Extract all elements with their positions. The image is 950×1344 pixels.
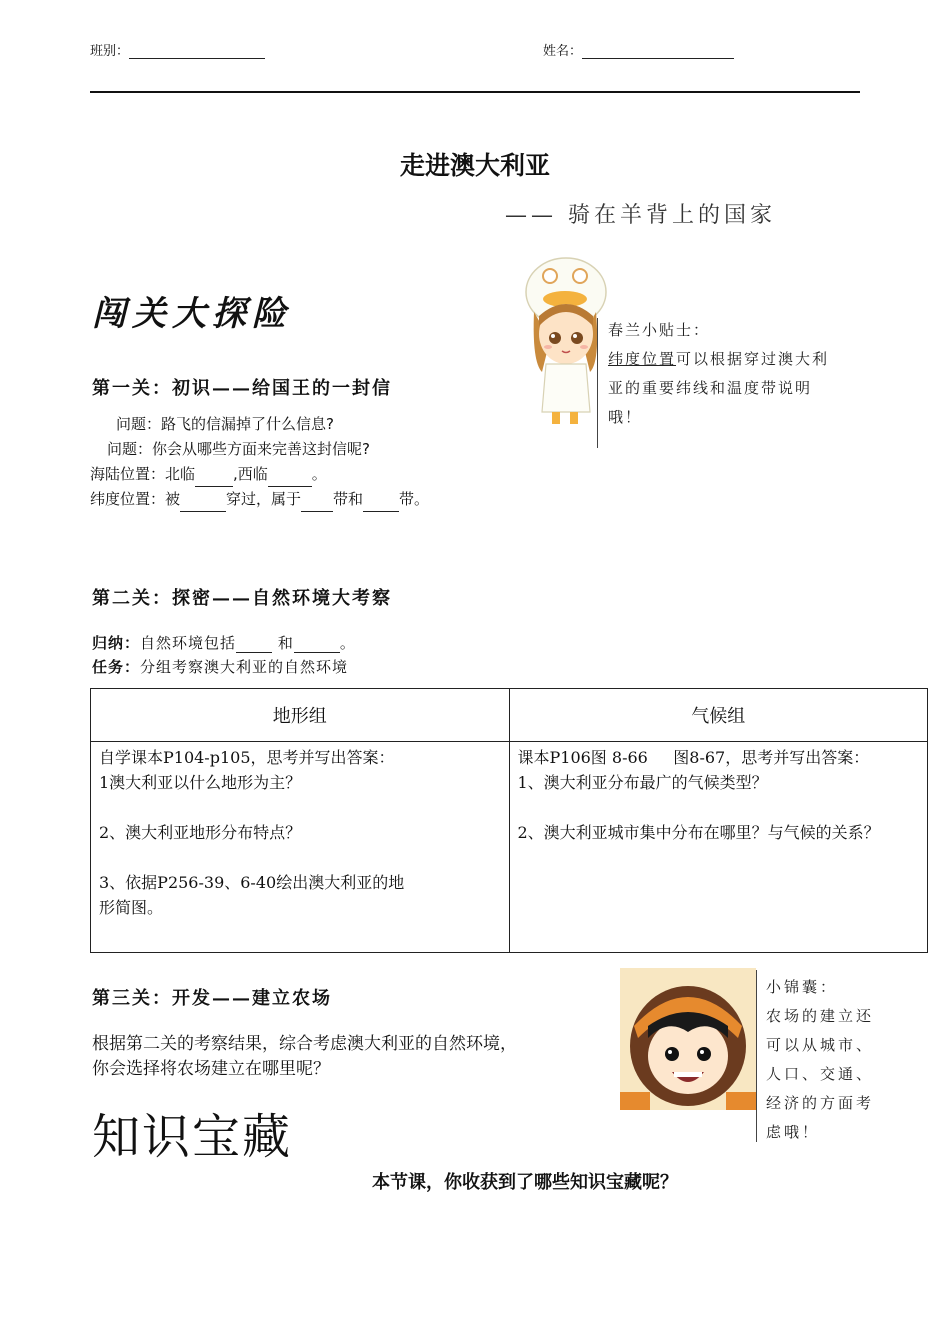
summary-text: 自然环境包括: [140, 634, 237, 652]
adventure-heading: 闯关大探险: [92, 294, 292, 334]
level1-question2: 问题：你会从哪些方面来完善这封信呢?: [107, 440, 370, 458]
level3-heading: 第三关：开发——建立农场: [92, 988, 332, 1009]
tip1-box: [608, 316, 858, 432]
treasure-heading: 知识宝藏: [92, 1109, 293, 1165]
terrain-line1: 自学课本P104-p105，思考并写出答案：: [99, 748, 395, 767]
summary-blank1[interactable]: [236, 652, 272, 653]
tip1-keyword: 纬度位置: [608, 350, 677, 368]
name-field-row: [543, 40, 734, 59]
tip1-line1: [608, 345, 858, 374]
name-label: 姓名：: [543, 44, 583, 59]
summary-row: [92, 632, 356, 653]
level3-line2: 你会选择将农场建立在哪里呢？: [92, 1059, 330, 1079]
name-blank[interactable]: [582, 58, 734, 59]
tip2-line5: 虑哦！: [766, 1123, 821, 1141]
tip2-box: [766, 973, 896, 1147]
summary-blank2[interactable]: [294, 652, 340, 653]
level1-heading: 第一关：初识——给国王的一封信: [92, 378, 392, 399]
sea-land-end: 。: [311, 465, 327, 483]
climate-line1: 课本P106图 8-66 图8-67，思考并写出答案：: [517, 748, 870, 767]
summary-label: 归纳：: [92, 634, 141, 652]
tip2-line4: 经济的方面考: [766, 1094, 875, 1112]
luffy-illustration: [620, 968, 756, 1110]
summary-end: 。: [339, 634, 356, 652]
tip2-line1: 农场的建立还: [766, 1007, 875, 1025]
tip1-title: 春兰小贴士：: [608, 321, 711, 339]
latitude-label: 纬度位置：被: [90, 490, 181, 508]
tip2-title: 小锦囊：: [766, 978, 839, 996]
terrain-line5: 形简图。: [99, 898, 164, 917]
page-title: 走进澳大利亚: [399, 151, 550, 180]
sea-land-label: 海陆位置：北临: [90, 465, 196, 483]
task-row: [92, 656, 348, 677]
group-task-table: [90, 688, 928, 953]
table-header-row: [91, 689, 928, 742]
sea-land-position-row: [90, 462, 327, 487]
table-row: [91, 742, 928, 953]
climate-line2: 1、澳大利亚分布最广的气候类型？: [517, 773, 768, 792]
zone1-blank[interactable]: [301, 511, 333, 512]
level3-line1: 根据第二关的考察结果，综合考虑澳大利亚的自然环境，: [92, 1034, 517, 1054]
climate-line3: 2、澳大利亚城市集中分布在哪里？与气候的关系？: [517, 823, 880, 842]
zone2-blank[interactable]: [363, 511, 399, 512]
terrain-cell[interactable]: [91, 742, 510, 953]
tip1-line3: 哦！: [608, 408, 643, 426]
climate-group-header: 气候组: [509, 689, 928, 742]
tip1-text: 可以根据穿过澳大利: [676, 350, 830, 368]
latitude-text-c: 带和: [333, 490, 364, 508]
summary-and: 和: [277, 634, 294, 652]
level2-heading: 第二关：探密——自然环境大考察: [92, 588, 392, 609]
terrain-line3: 2、澳大利亚地形分布特点？: [99, 823, 302, 842]
task-label: 任务：: [92, 658, 141, 676]
latitude-text-b: 穿过，属于: [226, 490, 302, 508]
task-text: 分组考察澳大利亚的自然环境: [140, 658, 349, 676]
latitude-position-row: [90, 487, 429, 512]
tip1-divider: [597, 318, 598, 448]
tip2-divider: [756, 970, 757, 1142]
tip2-line3: 人口、交通、: [766, 1065, 875, 1083]
class-field-row: [90, 40, 265, 59]
header-divider: [90, 91, 860, 93]
level3-prompt: [92, 1032, 517, 1082]
climate-cell[interactable]: [509, 742, 928, 953]
class-label: 班别：: [90, 44, 130, 59]
level1-question1: 问题：路飞的信漏掉了什么信息?: [116, 415, 334, 433]
latitude-text-d: 带。: [399, 490, 430, 508]
latitude-line-blank[interactable]: [180, 511, 226, 512]
terrain-group-header: 地形组: [91, 689, 510, 742]
closing-question: 本节课，你收获到了哪些知识宝藏呢？: [372, 1172, 678, 1193]
page-subtitle: —— 骑在羊背上的国家: [505, 203, 776, 228]
tip1-line2: 亚的重要纬线和温度带说明: [608, 379, 813, 397]
tip2-line2: 可以从城市、: [766, 1036, 875, 1054]
class-blank[interactable]: [129, 58, 265, 59]
sea-land-west: ,西临: [233, 465, 268, 483]
terrain-line2: 1澳大利亚以什么地形为主？: [99, 773, 302, 792]
terrain-line4: 3、依据P256-39、6-40绘出澳大利亚的地: [99, 873, 405, 892]
